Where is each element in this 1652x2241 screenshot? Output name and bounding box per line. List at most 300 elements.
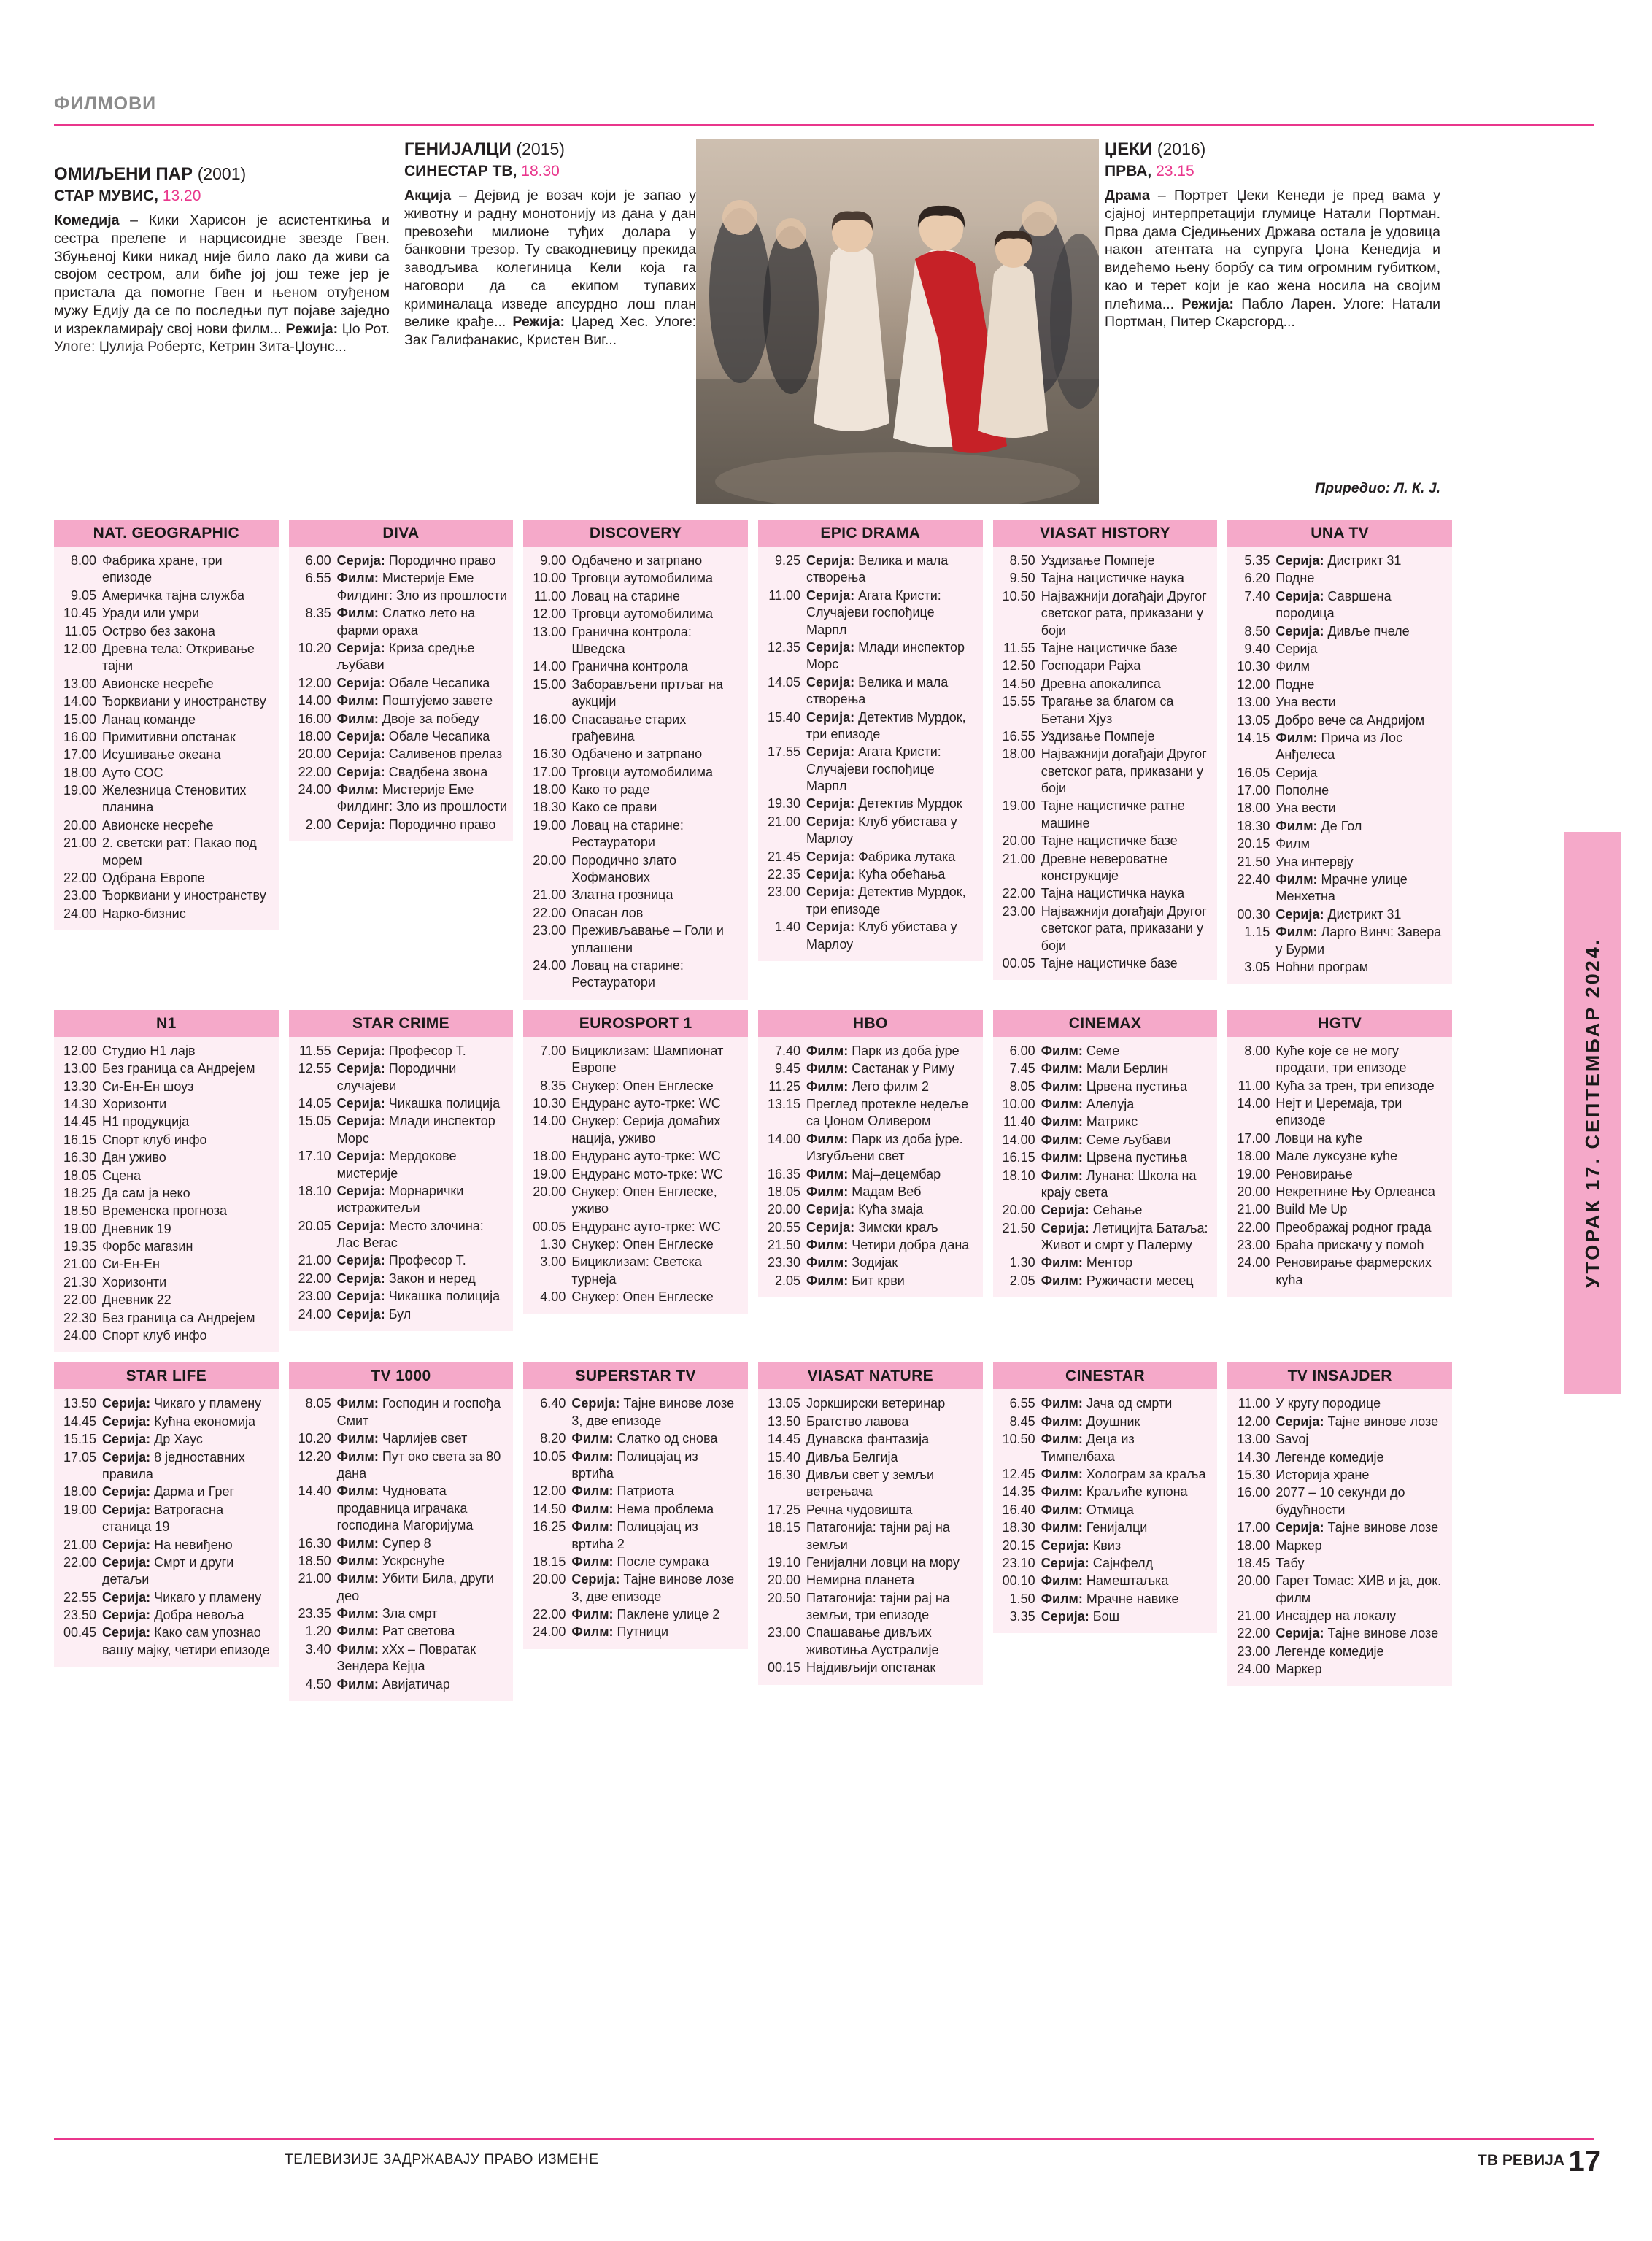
listing-time: 3.00	[540, 1254, 566, 1270]
listing-row	[999, 1096, 1212, 1113]
listing-row	[60, 1079, 273, 1095]
listing-row	[529, 957, 742, 992]
listing-title: Ендуранс мото-трке: WC	[571, 1166, 723, 1181]
listing-row	[999, 1538, 1212, 1554]
listing-row	[295, 1218, 508, 1252]
listing-title: Филм: Парк из доба јуре	[806, 1043, 960, 1058]
listing-row	[295, 1483, 508, 1534]
listing-title: Серија	[1275, 641, 1318, 656]
listing-title: Серија: Тајне винове лозе	[1275, 1626, 1439, 1641]
listing-row	[529, 799, 742, 816]
listing-time: 16.40	[1002, 1502, 1035, 1517]
listing-time: 3.40	[305, 1641, 331, 1656]
listing-title: Спорт клуб инфо	[102, 1328, 207, 1343]
listing-title: Ловци на куће	[1275, 1130, 1363, 1146]
listing-row	[764, 1554, 977, 1571]
listing-row	[295, 1060, 508, 1095]
listing-title: Серија: Детектив Мурдок, три епизоде	[806, 884, 966, 917]
film-credits: Џаред Хес. Улоге: Зак Галифанакис, Кристен Виг...	[404, 314, 696, 349]
listing-time: 11.05	[64, 623, 96, 639]
listing-time: 19.00	[533, 1166, 566, 1181]
listing-title: Уради или умри	[102, 606, 200, 621]
listing-title: Серија: Обале Чесапика	[336, 675, 490, 690]
listing-time: 22.00	[533, 1607, 566, 1622]
listing-row	[1233, 1095, 1446, 1130]
listing-title: Снукер: Опен Енглеске, уживо	[571, 1184, 717, 1216]
listing-row	[60, 1502, 273, 1536]
listing-time: 16.30	[533, 747, 566, 762]
listing-title: Серија: Породично право	[336, 553, 496, 568]
listing-row	[1233, 1625, 1446, 1642]
listing-row	[295, 1183, 508, 1217]
listing-time: 13.05	[1237, 712, 1270, 728]
listing-time: 24.00	[533, 957, 566, 973]
listing-row	[1233, 730, 1446, 764]
listing-row	[1233, 1130, 1446, 1147]
listing-row	[60, 1203, 273, 1219]
film-year: (2015)	[516, 139, 565, 158]
listing-title: Дан уживо	[102, 1150, 166, 1165]
listing-title: Братство лавова	[806, 1413, 909, 1429]
listing-row	[1233, 588, 1446, 622]
listing-time: 16.00	[298, 711, 331, 726]
listing-title: Уна интервју	[1275, 854, 1354, 869]
listing-title: Господари Рајха	[1041, 658, 1141, 674]
listing-title: Временска прогноза	[102, 1203, 227, 1219]
film-block-1	[54, 139, 390, 356]
listing-row	[295, 1095, 508, 1112]
listing-title: Филм: Нема проблема	[571, 1501, 714, 1516]
listing-title: Филм: Рат светова	[336, 1624, 455, 1639]
listing-title: Инсајдер на локалу	[1275, 1608, 1397, 1624]
listing-time: 18.45	[1237, 1555, 1270, 1570]
listing-title: Серија: Тајне винове лозе 3, две епизоде	[571, 1572, 735, 1604]
listing-title: Филм: Бит крви	[806, 1273, 905, 1288]
film-block-3	[1105, 139, 1440, 331]
listing-title: Тајне нацистичке базе	[1041, 640, 1178, 655]
listing-title: Филм: xXx – Повратак Зендера Кејџа	[336, 1641, 476, 1674]
channel-name[interactable]: VIASAT NATURE	[758, 1362, 983, 1389]
listing-title: Без граница са Андрејем	[102, 1310, 255, 1325]
listing-title: Ловац на старине: Рестауратори	[571, 817, 684, 850]
listing-row	[764, 1201, 977, 1218]
listing-time: 16.05	[1237, 765, 1270, 780]
listing-title: Да сам ја неко	[102, 1185, 190, 1200]
listing-title: Студио Н1 лајв	[102, 1043, 196, 1058]
listing-time: 17.55	[767, 744, 801, 760]
listing-row	[764, 795, 977, 812]
listing-time: 21.50	[1237, 854, 1270, 869]
film-genre: Комедија	[54, 212, 120, 229]
listing-title: Серија: Агата Кристи: Случајеви госпођице Марпл	[806, 744, 941, 794]
listing-row	[60, 1395, 273, 1412]
listing-title: Филм: Зодијак	[806, 1255, 898, 1270]
listing-row	[529, 852, 742, 887]
listing-row	[764, 709, 977, 744]
listing-time: 11.00	[533, 588, 566, 603]
listing-row	[60, 1096, 273, 1113]
channel-name[interactable]: DISCOVERY	[523, 520, 748, 547]
film-synopsis: – Кики Харисон је асистенткиња и сестра прелепе и нарцисоидне звезде Гвен. Збуњеној Кики никад није било лако да живи са својом сестром, али биће јој још теже јер је пристала да помогне Гвен и њеном отуђеном мужу Едију да се по последњи пут појаве заједно и изрекламирају свој нови филм...	[54, 212, 390, 337]
listing-row	[295, 764, 508, 781]
listing-time: 3.05	[1244, 959, 1270, 974]
listing-row	[999, 676, 1212, 693]
channel-listings	[54, 1037, 279, 1353]
listing-row	[529, 817, 742, 852]
listing-row	[295, 1306, 508, 1323]
listing-time: 15.00	[533, 676, 566, 692]
channel-name[interactable]: CINEMAX	[993, 1010, 1218, 1037]
listing-time: 00.15	[767, 1660, 801, 1675]
listing-time: 12.45	[1002, 1466, 1035, 1481]
channel-name[interactable]: UNA TV	[1227, 520, 1452, 547]
listing-title: Дунавска фантазија	[806, 1432, 930, 1447]
listing-row	[764, 919, 977, 953]
listing-time: 12.20	[298, 1449, 331, 1464]
listing-title: Серија: Млади инспектор Морс	[336, 1114, 495, 1146]
listing-time: 13.00	[533, 624, 566, 639]
film-channel-name: СТАР МУВИС,	[54, 188, 158, 205]
listing-row	[1233, 623, 1446, 640]
channel-name[interactable]: EPIC DRAMA	[758, 520, 983, 547]
listing-title: Серија: Клуб убистава у Марлоу	[806, 814, 957, 846]
listing-row	[60, 887, 273, 904]
listing-row	[295, 1395, 508, 1430]
listing-row	[999, 1466, 1212, 1483]
film-genre: Акција	[404, 188, 452, 204]
listing-time: 16.25	[533, 1519, 566, 1535]
listing-row	[999, 1114, 1212, 1130]
listing-title: Филм: Јача од смрти	[1041, 1396, 1173, 1411]
listing-time: 13.00	[63, 1061, 96, 1076]
listing-row	[529, 1219, 742, 1235]
listing-title: Одбачено и затрпано	[571, 747, 703, 762]
film-time: 13.20	[162, 188, 201, 205]
channel-column	[289, 1010, 524, 1353]
film-description	[54, 212, 390, 356]
listing-time: 00.30	[1237, 906, 1270, 922]
listing-time: 8.45	[1009, 1413, 1035, 1429]
listing-row	[1233, 1555, 1446, 1572]
channel-name[interactable]: VIASAT HISTORY	[993, 520, 1218, 547]
listing-row	[999, 1149, 1212, 1166]
listing-title: Снукер: Опен Енглеске	[571, 1237, 714, 1252]
listing-title: Ловац на старине: Рестауратори	[571, 957, 684, 990]
listing-title: Маркер	[1275, 1662, 1322, 1677]
listing-title: Како то раде	[571, 782, 650, 798]
listing-row	[60, 765, 273, 782]
listing-title: Филм: Доушник	[1041, 1413, 1140, 1429]
listing-row	[529, 782, 742, 798]
listing-title: Фабрика хране, три епизоде	[102, 553, 223, 585]
listing-time: 10.45	[63, 606, 96, 621]
listing-time: 2.05	[1009, 1273, 1035, 1288]
channel-name[interactable]: NAT. GEOGRAPHIC	[54, 520, 279, 547]
listing-time: 15.05	[298, 1114, 331, 1129]
channel-name[interactable]: STAR CRIME	[289, 1010, 514, 1037]
listing-time: 12.55	[298, 1061, 331, 1076]
film-time: 18.30	[521, 163, 560, 180]
listing-title: Филм: Ружичасти месец	[1041, 1273, 1194, 1288]
listing-title: Ендуранс ауто-трке: WC	[571, 1149, 721, 1164]
channel-listings	[993, 547, 1218, 980]
listing-time: 9.00	[540, 553, 566, 568]
listing-title: Филм: Полицајац из вртића 2	[571, 1519, 698, 1551]
listing-title: Филм: Патриота	[571, 1484, 675, 1499]
listing-row	[529, 1095, 742, 1112]
listing-title: Серија: Агата Кристи: Случајеви госпођице Марпл	[806, 587, 941, 637]
listing-row	[764, 1413, 977, 1430]
listing-title: Филм: Господин и госпођа Смит	[336, 1396, 501, 1428]
listing-time: 18.00	[533, 1149, 566, 1164]
listing-title: Серија: Дарма и Грег	[102, 1484, 235, 1500]
listing-row	[529, 764, 742, 781]
listing-row	[764, 1659, 977, 1676]
channel-name[interactable]: CINESTAR	[993, 1362, 1218, 1389]
listing-row	[529, 1148, 742, 1165]
channel-name[interactable]: EUROSPORT 1	[523, 1010, 748, 1037]
listing-row	[764, 1043, 977, 1060]
film-channel	[404, 162, 696, 182]
listing-title: Трговци аутомобилима	[571, 764, 714, 779]
listing-title: Филм: Паклене улице 2	[571, 1607, 720, 1622]
listing-title: Ђорквиани у иностранству	[102, 888, 266, 903]
channel-name[interactable]: HGTV	[1227, 1010, 1452, 1037]
listing-time: 18.00	[298, 728, 331, 744]
channel-listings	[1227, 1389, 1452, 1686]
listing-title: Браћа прискачу у помоћ	[1275, 1238, 1424, 1253]
listing-time: 24.00	[1237, 1662, 1270, 1677]
listing-time: 16.55	[1002, 728, 1035, 744]
listing-time: 22.40	[1237, 872, 1270, 887]
listing-title: Гранична контрола	[571, 659, 688, 674]
listing-title: Уна вести	[1275, 695, 1336, 710]
listing-row	[1233, 782, 1446, 799]
listing-row	[295, 782, 508, 816]
listing-row	[1233, 552, 1446, 569]
channel-name[interactable]: TV INSAJDER	[1227, 1362, 1452, 1389]
listing-time: 18.00	[63, 765, 96, 780]
listing-time: 7.40	[774, 1043, 801, 1058]
listing-row	[764, 1572, 977, 1589]
listing-time: 18.00	[533, 782, 566, 798]
listing-time: 10.50	[1002, 588, 1035, 603]
listing-title: Серија: Морнарички истражитељи	[336, 1183, 464, 1216]
listing-row	[1233, 1519, 1446, 1536]
listing-title: Build Me Up	[1275, 1202, 1348, 1217]
listing-row	[529, 676, 742, 711]
listing-time: 8.05	[305, 1396, 331, 1411]
listing-row	[1233, 1395, 1446, 1412]
listing-title: Уздизање Помпеје	[1041, 728, 1155, 744]
listing-time: 18.00	[1002, 747, 1035, 762]
listing-row	[529, 1519, 742, 1553]
listing-row	[999, 693, 1212, 728]
listing-title: Легенде комедије	[1275, 1643, 1384, 1659]
listing-row	[764, 1519, 977, 1554]
listing-title: Снукер: Опен Енглеске	[571, 1289, 714, 1305]
listing-time: 18.05	[767, 1184, 801, 1199]
listing-time: 23.30	[767, 1255, 801, 1270]
listing-title: Филм: Чудновата продавница играчака господина Магоријума	[336, 1484, 474, 1533]
listing-time: 20.00	[533, 852, 566, 868]
listing-title: Дивљи свет у земљи ветрењача	[806, 1467, 935, 1500]
listing-title: Серија: Бош	[1041, 1609, 1120, 1624]
channel-name[interactable]: N1	[54, 1010, 279, 1037]
listing-time: 20.50	[767, 1590, 801, 1605]
listing-title: Филм: Црвена пустиња	[1041, 1150, 1188, 1165]
listing-title: Филм: Мали Берлин	[1041, 1061, 1169, 1076]
listing-time: 17.00	[1237, 783, 1270, 798]
film-time: 23.15	[1156, 163, 1194, 180]
listing-row	[295, 1288, 508, 1305]
channel-name[interactable]: DIVA	[289, 520, 514, 547]
listing-time: 12.35	[767, 639, 801, 655]
listing-row	[764, 1431, 977, 1448]
listing-row	[295, 1252, 508, 1269]
listing-time: 13.50	[767, 1413, 801, 1429]
listing-time: 18.30	[1237, 818, 1270, 833]
listing-time: 22.35	[767, 867, 801, 882]
listing-time: 21.00	[63, 836, 96, 851]
listing-row	[529, 1289, 742, 1305]
channel-listings	[758, 547, 983, 961]
listing-time: 23.00	[1237, 1238, 1270, 1253]
listing-title: Табу	[1275, 1555, 1305, 1570]
date-sidebar	[1564, 832, 1621, 1394]
listing-time: 9.25	[774, 553, 801, 568]
listing-row	[999, 588, 1212, 639]
listing-time: 14.00	[1002, 1132, 1035, 1147]
listing-row	[764, 1449, 977, 1466]
listing-time: 20.00	[63, 817, 96, 833]
listing-row	[764, 866, 977, 883]
listing-row	[295, 1043, 508, 1060]
film-channel	[54, 187, 390, 207]
listing-title: Филм: Чарлијев свет	[336, 1431, 468, 1446]
listing-time: 1.50	[1009, 1591, 1035, 1606]
listing-time: 4.00	[540, 1289, 566, 1305]
listing-time: 14.40	[298, 1484, 331, 1499]
channel-name[interactable]: STAR LIFE	[54, 1362, 279, 1389]
listing-row	[295, 605, 508, 639]
film-credits: Пабло Ларен. Улоге: Натали Портман, Питер Скарсгорд...	[1105, 296, 1440, 331]
listing-title: Филм: Лунана: Школа на крају света	[1041, 1168, 1197, 1200]
listing-title: Филм: Слатко од снова	[571, 1431, 718, 1446]
channel-name[interactable]: HBO	[758, 1010, 983, 1037]
listing-title: Куће које се не могу продати, три епизоде	[1275, 1043, 1407, 1076]
listing-time: 16.30	[298, 1535, 331, 1551]
listing-title: Тајна нацистичке наука	[1041, 571, 1184, 586]
channel-listings	[1227, 547, 1452, 984]
film-title-text: ОМИЉЕНИ ПАР	[54, 164, 193, 184]
listing-time: 16.15	[1002, 1150, 1035, 1165]
bottom-divider	[54, 2138, 1594, 2140]
listing-row	[999, 833, 1212, 849]
film-year: (2016)	[1157, 139, 1206, 158]
listing-time: 19.00	[63, 1221, 96, 1236]
channel-column	[54, 1010, 289, 1353]
listing-title: Најдивљији опстанак	[806, 1660, 936, 1675]
listing-row	[764, 1467, 977, 1501]
listing-row	[764, 1131, 977, 1165]
listing-time: 13.00	[63, 676, 96, 691]
listing-time: 15.00	[63, 711, 96, 727]
listing-row	[60, 641, 273, 675]
listing-row	[999, 1202, 1212, 1219]
listing-row	[60, 747, 273, 763]
listing-row	[764, 1395, 977, 1412]
channel-name[interactable]: SUPERSTAR TV	[523, 1362, 748, 1389]
listing-time: 21.00	[533, 887, 566, 903]
listing-time: 17.00	[1237, 1130, 1270, 1146]
listing-row	[529, 1501, 742, 1518]
channel-listings	[1227, 1037, 1452, 1297]
listing-title: Филм: Мрачне улице Менхетна	[1275, 872, 1408, 904]
listing-title: Заборављени пртљаг на аукцији	[571, 676, 723, 709]
listing-time: 17.00	[1237, 1520, 1270, 1535]
listing-title: Снукер: Опен Енглеске	[571, 1078, 714, 1093]
listing-row	[1233, 570, 1446, 587]
listing-title: Филм: Пут око света за 80 дана	[336, 1449, 501, 1481]
listing-title: Филм: Мрачне навике	[1041, 1591, 1179, 1606]
listing-title: Мале луксузне куће	[1275, 1149, 1397, 1164]
channel-column	[1227, 520, 1462, 1000]
film-title	[54, 163, 390, 185]
listing-time: 12.00	[63, 641, 96, 656]
listing-time: 14.30	[63, 1096, 96, 1111]
channel-listings	[523, 547, 748, 1000]
listing-row	[60, 1060, 273, 1077]
listing-time: 8.35	[305, 606, 331, 621]
listing-time: 7.40	[1244, 588, 1270, 603]
listing-time: 16.00	[1237, 1485, 1270, 1500]
listing-title: Филм: Зла смрт	[336, 1606, 438, 1621]
listing-row	[999, 1273, 1212, 1289]
listing-time: 6.40	[540, 1396, 566, 1411]
listing-time: 21.00	[1237, 1202, 1270, 1217]
listing-row	[999, 1254, 1212, 1271]
listing-title: Филм: Холограм за краља	[1041, 1466, 1206, 1481]
film-block-2	[404, 139, 696, 350]
listing-time: 14.45	[63, 1114, 96, 1130]
listing-row	[764, 1096, 977, 1130]
listing-title: Древна тела: Откривање тајни	[102, 641, 255, 674]
listing-time: 8.50	[1244, 623, 1270, 639]
footer-brand: ТВ РЕВИЈА	[1478, 2152, 1564, 2169]
listing-time: 20.15	[1237, 836, 1270, 852]
channel-column	[758, 1362, 993, 1701]
listing-title: Филм: Авијатичар	[336, 1676, 450, 1692]
feature-photo	[696, 139, 1099, 504]
listing-time: 00.45	[63, 1625, 96, 1640]
listing-title: Како се прави	[571, 800, 657, 815]
listing-title: Снукер: Серија домаћих нација, уживо	[571, 1114, 721, 1146]
listing-time: 14.05	[767, 674, 801, 690]
channel-name[interactable]: TV 1000	[289, 1362, 514, 1389]
listing-row	[764, 1184, 977, 1200]
listing-time: 8.20	[540, 1431, 566, 1446]
listing-time: 19.00	[1237, 1166, 1270, 1181]
listing-title: Легенде комедије	[1275, 1449, 1384, 1465]
listing-row	[1233, 1484, 1446, 1519]
listing-row	[60, 1256, 273, 1273]
listing-row	[999, 1168, 1212, 1202]
listing-time: 14.00	[298, 693, 331, 709]
channel-listings	[523, 1037, 748, 1314]
channel-listings	[54, 1389, 279, 1667]
listing-title: Авионске несреће	[102, 817, 214, 833]
